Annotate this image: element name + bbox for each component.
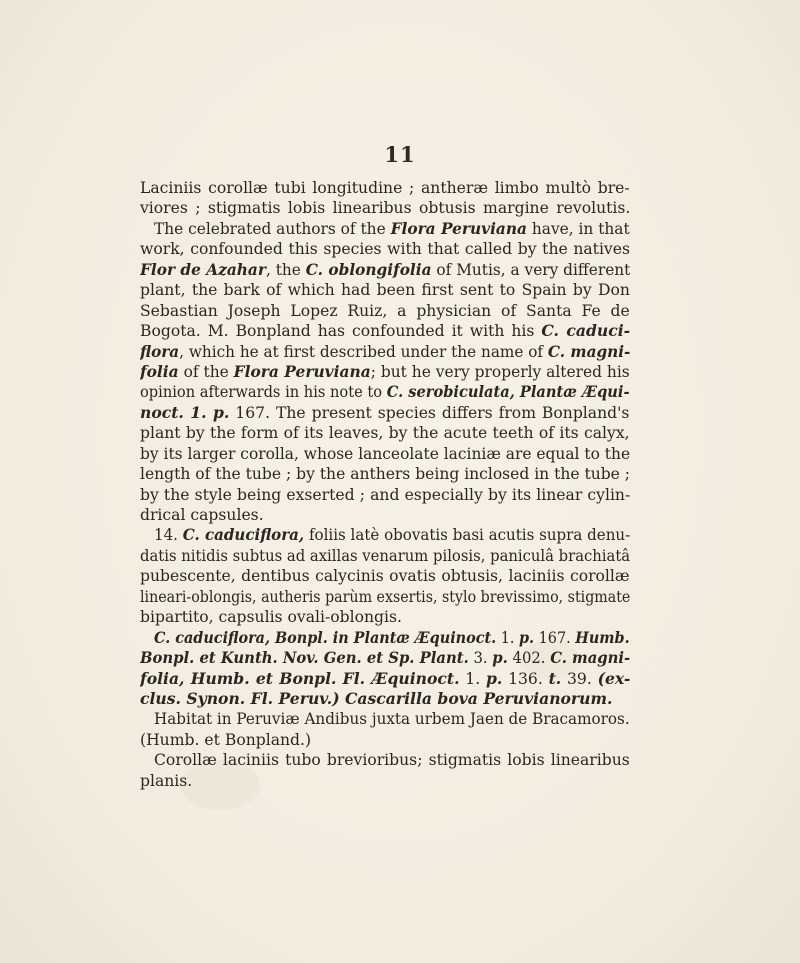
text-run: C. caduciflora, (182, 525, 305, 545)
text-run: (ex- (597, 668, 630, 688)
text-line (140, 587, 630, 607)
text-line (140, 771, 630, 791)
text-run: length of the tube ; by the anthers being inclosed in the tube ; (140, 465, 630, 484)
text-run: Habitat in Peruviæ Andibus juxta urbem Jaen de Bracamoros. (154, 710, 630, 729)
text-run: Corollæ laciniis tubo brevioribus; stigmatis lobis linearibus (154, 751, 630, 770)
text-run: Bonpl. et Kunth. Nov. Gen. et Sp. Plant. (140, 648, 469, 668)
text-run: 167. (534, 628, 576, 647)
text-run: Humb. (575, 627, 630, 647)
text-run: bipartito, capsulis ovali-oblongis. (140, 608, 402, 627)
text-run: opinion afterwards in his note to (140, 383, 387, 402)
text-run: 136. (502, 669, 549, 688)
text-run: planis. (140, 771, 193, 790)
text-run: , the (265, 260, 306, 279)
text-run: 167. The present species differs from Bonpland's (229, 403, 630, 422)
text-run: by its larger corolla, whose lanceolate laciniæ are equal to the (140, 444, 630, 463)
text-run: clus. Synon. Fl. Peruv.) Cascarilla bova Peruvianorum. (140, 688, 613, 708)
text-line (140, 362, 630, 382)
text-run: C. serobiculata, Plantæ Æqui- (386, 382, 630, 402)
text-run: 3. (468, 649, 493, 668)
text-line (140, 525, 630, 545)
text-run: 14. (154, 526, 183, 545)
text-run: datis nitidis subtus ad axillas venarum pilosis, paniculâ brachiatâ (140, 546, 630, 565)
text-line (140, 505, 630, 525)
text-run: 1. (496, 628, 519, 647)
text-run: of the (178, 362, 234, 381)
text-line (140, 178, 630, 198)
text-run: C. magni- (547, 341, 630, 361)
text-run: C. caduciflora, Bonpl. in Plantæ Æquinoct. (154, 627, 497, 647)
text-line (140, 628, 630, 648)
text-line (140, 444, 630, 464)
text-line (140, 669, 630, 689)
text-line (140, 219, 630, 239)
text-line (140, 689, 630, 709)
text-line (140, 546, 630, 566)
text-run: (Humb. et Bonpland.) (140, 730, 312, 749)
text-run: The celebrated authors of the (154, 219, 391, 238)
text-run: plant, the bark of which had been first sent to Spain by Don (140, 281, 630, 300)
page-number: 11 (384, 142, 416, 167)
text-line (140, 301, 630, 321)
text-line (140, 423, 630, 443)
text-run: p. (485, 668, 503, 688)
text-line (140, 709, 630, 729)
text-line (140, 198, 630, 218)
text-line (140, 321, 630, 341)
text-run: C. oblongifolia (305, 259, 432, 279)
text-run: Laciniis corollæ tubi longitudine ; antheræ limbo multò bre- (140, 179, 630, 197)
text-run: noct. 1. p. (140, 402, 230, 422)
text-line (140, 566, 630, 586)
text-line (140, 750, 630, 770)
text-line (140, 730, 630, 750)
text-line (140, 280, 630, 300)
text-line (140, 607, 630, 627)
text-run: Flora Peruviana (233, 361, 371, 381)
text-run: work, confounded this species with that called by the natives (140, 240, 630, 259)
text-run: 39. (561, 669, 598, 688)
text-line (140, 403, 630, 423)
text-run: have, in that (527, 219, 630, 238)
text-run: t. (548, 668, 562, 688)
text-line (140, 239, 630, 259)
text-line (140, 342, 630, 362)
text-line (140, 382, 630, 402)
text-run: C. caduci- (541, 321, 630, 341)
text-run: 402. (507, 649, 551, 668)
text-run: Flor de Azahar (140, 259, 266, 279)
text-run: flora (140, 341, 180, 361)
text-line (140, 464, 630, 484)
text-line (140, 260, 630, 280)
text-run: , which he at first described under the name of (179, 342, 548, 361)
text-run: folia (140, 361, 179, 381)
text-line (140, 648, 630, 668)
text-run: p. (492, 648, 508, 668)
text-run: foliis latè obovatis basi acutis supra denu- (304, 526, 630, 545)
text-run: Bogota. M. Bonpland has confounded it with his (140, 322, 542, 341)
text-run: lineari-oblongis, autheris parùm exsertis, stylo brevissimo, stigmate (140, 587, 630, 606)
text-run: folia, Humb. et Bonpl. Fl. Æquinoct. (140, 668, 460, 688)
text-run: drical capsules. (140, 506, 264, 524)
body-text (140, 178, 630, 791)
text-run: pubescente, dentibus calycinis ovatis obtusis, laciniis corollæ (140, 567, 630, 586)
text-run: Sebastian Joseph Lopez Ruiz, a physician of Santa Fe de (140, 301, 630, 320)
text-run: by the style being exserted ; and especially by its linear cylin- (140, 485, 630, 504)
text-run: plant by the form of its leaves, by the acute teeth of its calyx, (140, 424, 630, 443)
text-run: of Mutis, a very different (431, 260, 630, 279)
text-run: 1. (459, 669, 486, 688)
text-run: C. magni- (550, 648, 630, 668)
text-line (140, 485, 630, 505)
text-run: p. (518, 627, 535, 647)
text-run: ; but he very properly altered his (370, 362, 630, 381)
text-run: viores ; stigmatis lobis linearibus obtusis margine revolutis. (140, 199, 630, 218)
text-run: Flora Peruviana (390, 218, 528, 238)
